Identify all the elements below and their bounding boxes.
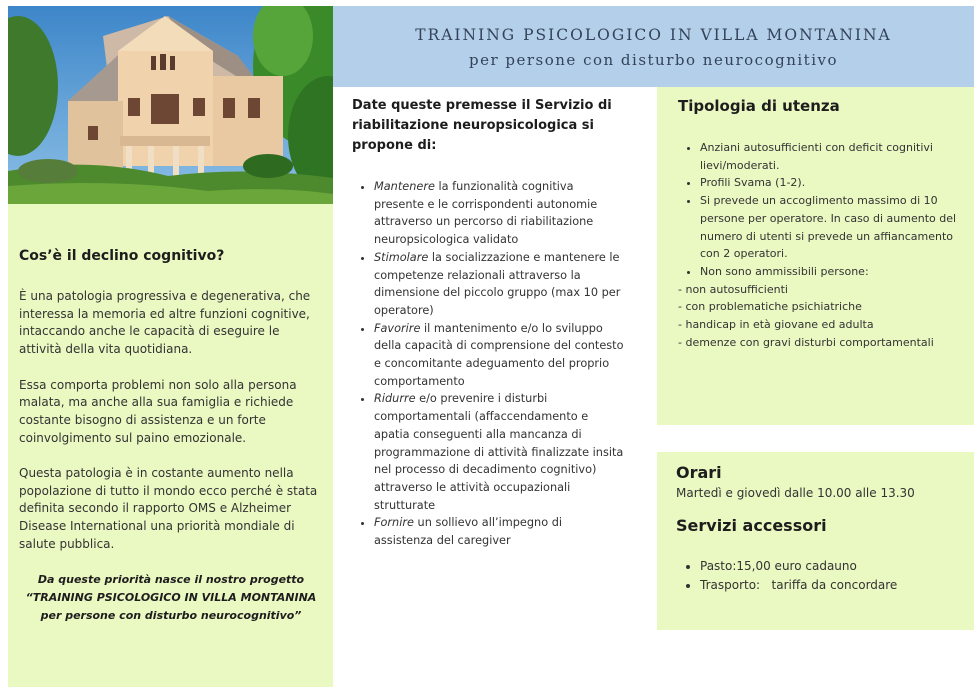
left-paragraph-2: Essa comporta problemi non solo alla persona malata, ma anche alla sua famiglia e richiede costante bisogno di assistenza e un forte coinvolgimento sul paino emozionale.	[19, 377, 297, 445]
services-heading: Servizi accessori	[676, 516, 827, 535]
list-item	[374, 390, 624, 514]
page-header	[333, 6, 974, 87]
objective-text: e/o prevenire i disturbi comportamentali (affaccendamento e apatia conseguenti alla mancanza di programmazione di attività finalizzate insita nel processo di decadimento cognitivo) attraverso le attività occupazionali strutturate	[374, 392, 624, 512]
exclusion-item: - non autosufficienti	[678, 282, 788, 296]
objective-verb: Stimolare	[374, 250, 429, 264]
exclusion-item: - con problematiche psichiatriche	[678, 300, 862, 314]
objective-text: la funzionalità cognitiva presente e le corrispondenti autonomie attraverso un percorso di riabilitazione neuropsicologica validato	[374, 180, 598, 247]
page-title: TRAINING PSICOLOGICO IN VILLA MONTANINA	[415, 26, 892, 44]
objectives-heading: Date queste premesse il Servizio di riabilitazione neuropsicologica si propone di:	[352, 98, 612, 153]
objective-verb: Favorire	[374, 321, 421, 335]
opening-hours: Martedì e giovedì dalle 10.00 alle 13.30	[676, 486, 915, 500]
objectives-section	[352, 96, 624, 550]
objective-text: la socializzazione e mantenere le competenze relazionali attraverso la dimensione del piccolo gruppo (max 10 per operatore)	[374, 250, 621, 317]
exclusion-item: - handicap in età giovane ed adulta	[678, 318, 874, 332]
list-item	[374, 249, 624, 320]
left-heading: Cos’è il declino cognitivo?	[19, 248, 225, 264]
left-closing-statement: Da queste priorità nasce il nostro progetto “TRAINING PSICOLOGICO IN VILLA MONTANINA per persone con disturbo neurocognitivo”	[25, 573, 317, 622]
list-item: • Trasporto: tariffa da concordare	[700, 576, 964, 595]
list-item: • Profili Svama (1-2).	[700, 174, 964, 192]
hours-heading: Orari	[676, 463, 722, 482]
user-type-panel	[657, 87, 974, 425]
left-panel	[8, 204, 333, 687]
hours-panel	[657, 452, 974, 630]
list-item: • Pasto:15,00 euro cadauno	[700, 557, 964, 576]
list-item	[374, 178, 624, 249]
objective-verb: Ridurre	[374, 392, 416, 406]
user-type-heading: Tipologia di utenza	[678, 97, 840, 115]
user-type-list	[678, 139, 964, 281]
list-item: • Non sono ammissibili persone:	[700, 263, 964, 281]
left-paragraph-3: Questa patologia è in costante aumento nella popolazione di tutto il mondo ecco perché è stata definita secondo il rapporto OMS e Alzheimer Disease International una priorità mondiale di salute pubblica.	[19, 466, 318, 551]
exclusion-item: - demenze con gravi disturbi comportamentali	[678, 335, 934, 349]
list-item: • Si prevede un accoglimento massimo di 10 persone per operatore. In caso di aumento del numero di utenti si prevede un affiancamento con 2 operatori.	[700, 192, 964, 263]
services-list	[676, 557, 964, 595]
objective-verb: Mantenere	[374, 180, 435, 193]
list-item	[374, 514, 624, 549]
page-subtitle: per persone con disturbo neurocognitivo	[468, 51, 839, 69]
objective-verb: Fornire	[374, 516, 414, 530]
list-item: • Anziani autosufficienti con deficit cognitivi lievi/moderati.	[700, 139, 964, 174]
villa-photo	[8, 6, 333, 204]
objectives-list	[352, 178, 624, 550]
left-paragraph-1: È una patologia progressiva e degenerativa, che interessa la memoria ed altre funzioni cognitive, intaccando anche le capacità di eseguire le attività della vita quotidiana.	[19, 289, 311, 357]
objective-text: un sollievo all’impegno di assistenza del caregiver	[374, 516, 563, 548]
list-item	[374, 320, 624, 391]
objective-text: il mantenimento e/o lo sviluppo della capacità di comprensione del contesto e concomitante adeguamento del proprio comportamento	[374, 321, 624, 388]
